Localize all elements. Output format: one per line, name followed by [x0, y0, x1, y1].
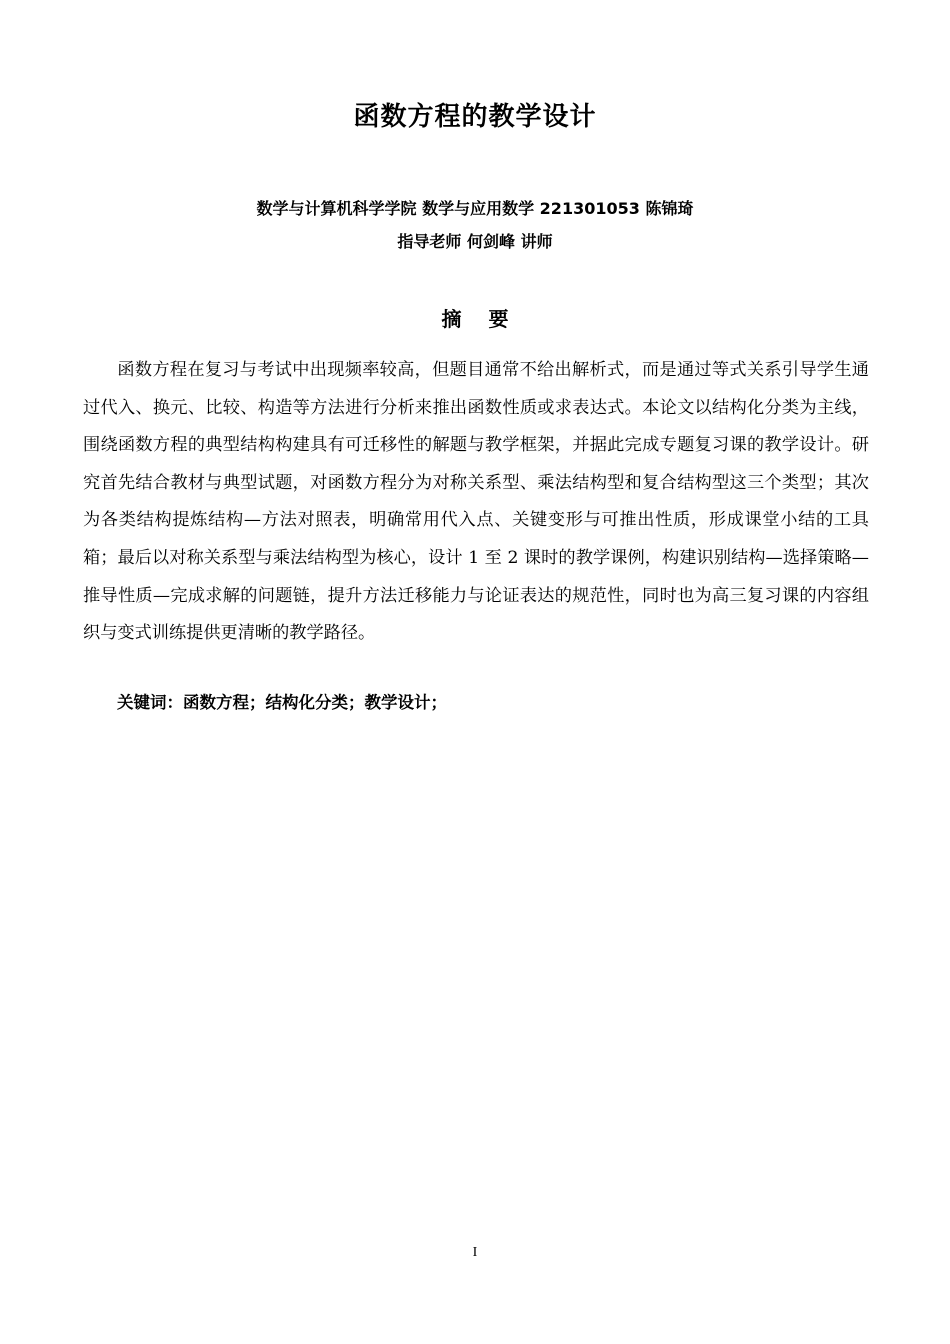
author-affiliation-line: 数学与计算机科学学院 数学与应用数学 221301053 陈锦琦 — [256, 199, 694, 218]
paper-title: 函数方程的教学设计 — [353, 102, 597, 132]
keywords-line: 关键词：函数方程；结构化分类；教学设计； — [117, 693, 447, 712]
page-number: I — [472, 1245, 478, 1260]
abstract-body: 函数方程在复习与考试中出现频率较高，但题目通常不给出解析式，而是通过等式关系引导学生通过代入、换元、比较、构造等方法进行分析来推出函数性质或求表达式。本论文以结构化分类为主线，围绕函数方程的典型结构构建具有可迁移性的解题与教学框架，并据此完成专题复习课的教学设计。研究首先结合教材与典型试题，对函数方程分为对称关系型、乘法结构型和复合结构型这三个类型；其次为各类结构提炼结构—方法对照表，明确常用代入点、关键变形与可推出性质，形成课堂小结的工具箱；最后以对称关系型与乘法结构型为核心，设计 1 至 2 课时的教学课例，构建识别结构—选择策略—推导性质—完成求解的问题链，提升方法迁移能力与论证表达的规范性，同时也为高三复习课的内容组织与变式训练提供更清晰的教学路径。 — [83, 360, 869, 644]
abstract-heading: 摘 要 — [441, 307, 519, 331]
advisor-line: 指导老师 何剑峰 讲师 — [397, 232, 553, 251]
